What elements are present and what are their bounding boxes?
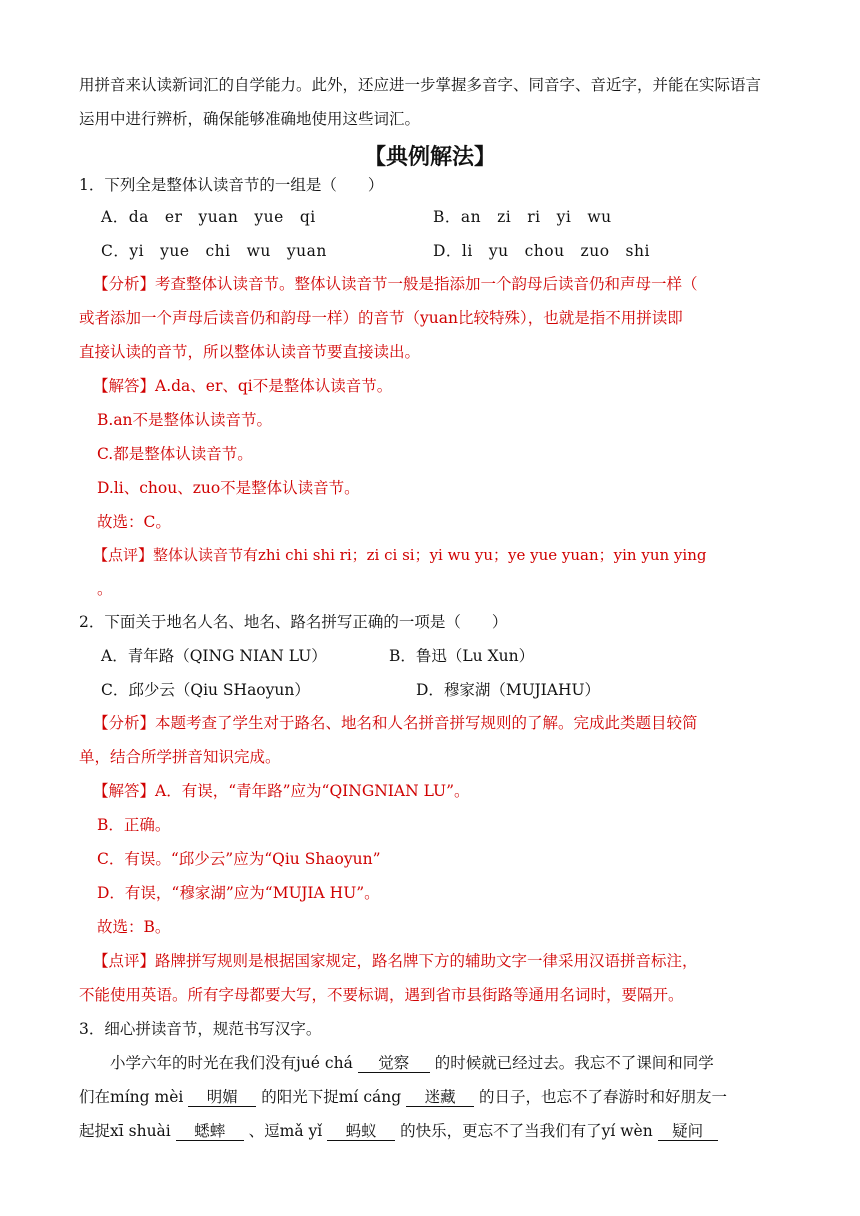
q3-text: 起捉 xyxy=(79,1122,111,1140)
answer-blank: 蟋蟀 xyxy=(176,1122,244,1141)
q3-text: 、逗 xyxy=(248,1122,280,1140)
answer-blank: 疑问 xyxy=(658,1122,718,1141)
answer-blank: 明媚 xyxy=(188,1088,256,1107)
q3-paragraph-line-1 xyxy=(110,1053,714,1073)
q1-option-a: A．da er yuan yue qi xyxy=(101,208,316,226)
q2-option-d: D．穆家湖（MUJIAHU） xyxy=(416,681,601,699)
q2-choice: 故选：B。 xyxy=(97,918,171,936)
q2-option-c: C．邱少云（Qiu SHaoyun） xyxy=(101,681,310,699)
q2-analysis-line-1: 【分析】本题考查了学生对于路名、地名和人名拼音拼写规则的了解。完成此类题目较简 xyxy=(93,714,698,732)
q3-text: 的日子，也忘不了春游时和好朋友一 xyxy=(479,1088,728,1106)
pinyin: míng mèi xyxy=(110,1088,184,1106)
q3-paragraph-line-2 xyxy=(79,1087,727,1107)
answer-blank: 迷藏 xyxy=(406,1088,474,1107)
q2-answer-b: B．正确。 xyxy=(97,816,171,834)
answer-blank: 蚂蚁 xyxy=(327,1122,395,1141)
q3-paragraph-line-3 xyxy=(79,1121,718,1141)
q1-option-d: D．li yu chou zuo shi xyxy=(433,242,650,260)
q1-comment-line-1: 【点评】整体认读音节有zhi chi shi ri；zi ci si；yi wu yu；ye yue yuan；yin yun ying xyxy=(93,546,707,564)
pinyin: xī shuài xyxy=(110,1122,171,1140)
q2-comment-line-2: 不能使用英语。所有字母都要大写，不要标调，遇到省市县街路等通用名词时，要隔开。 xyxy=(79,986,684,1004)
q1-option-b: B．an zi ri yi wu xyxy=(433,208,612,226)
q1-choice: 故选：C。 xyxy=(97,513,171,531)
q3-text: 的阳光下捉 xyxy=(261,1088,339,1106)
q1-stem: 1．下列全是整体认读音节的一组是（ ） xyxy=(79,176,384,194)
q1-comment-line-2: 。 xyxy=(97,580,113,598)
intro-line-1: 用拼音来认读新词汇的自学能力。此外，还应进一步掌握多音字、同音字、音近字，并能在实际语言 xyxy=(79,76,762,94)
q2-option-b: B．鲁迅（Lu Xun） xyxy=(389,647,535,665)
answer-blank: 觉察 xyxy=(358,1054,430,1073)
q3-text: 的快乐，更忘不了当我们有了 xyxy=(400,1122,602,1140)
q2-answer-d: D．有误，“穆家湖”应为“MUJIA HU”。 xyxy=(97,884,380,902)
q1-answer-c: C.都是整体认读音节。 xyxy=(97,445,253,463)
q2-comment-line-1: 【点评】路牌拼写规则是根据国家规定，路名牌下方的辅助文字一律采用汉语拼音标注， xyxy=(93,952,698,970)
q1-analysis-line-1: 【分析】考查整体认读音节。整体认读音节一般是指添加一个韵母后读音仍和声母一样（ xyxy=(93,275,698,293)
q2-stem: 2．下面关于地名人名、地名、路名拼写正确的一项是（ ） xyxy=(79,613,508,631)
q2-analysis-line-2: 单，结合所学拼音知识完成。 xyxy=(79,748,281,766)
q1-analysis-line-2: 或者添加一个声母后读音仍和韵母一样）的音节（yuan比较特殊），也就是指不用拼读即 xyxy=(79,309,683,327)
pinyin: jué chá xyxy=(296,1054,353,1072)
pinyin: mí cáng xyxy=(338,1088,402,1106)
q1-analysis-line-3: 直接认读的音节，所以整体认读音节要直接读出。 xyxy=(79,343,421,361)
pinyin: mǎ yǐ xyxy=(279,1122,323,1140)
q1-option-c: C．yi yue chi wu yuan xyxy=(101,242,327,260)
intro-line-2: 运用中进行辨析，确保能够准确地使用这些词汇。 xyxy=(79,110,421,128)
q1-answer-b: B.an不是整体认读音节。 xyxy=(97,411,273,429)
q2-answer-c: C．有误。“邱少云”应为“Qiu Shaoyun” xyxy=(97,850,381,868)
q1-answer-d: D.li、chou、zuo不是整体认读音节。 xyxy=(97,479,360,497)
q2-option-a: A．青年路（QING NIAN LU） xyxy=(101,647,327,665)
q2-answer-a: 【解答】A．有误，“青年路”应为“QINGNIAN LU”。 xyxy=(93,782,470,800)
q3-text: 的时候就已经过去。我忘不了课间和同学 xyxy=(434,1054,714,1072)
q3-stem: 3．细心拼读音节，规范书写汉字。 xyxy=(79,1020,322,1038)
q3-text: 小学六年的时光在我们没有 xyxy=(110,1054,297,1072)
pinyin: yí wèn xyxy=(601,1122,653,1140)
section-title: 【典例解法】 xyxy=(363,145,496,170)
q1-answer-a: 【解答】A.da、er、qi不是整体认读音节。 xyxy=(93,377,393,395)
q3-text: 们在 xyxy=(79,1088,111,1106)
